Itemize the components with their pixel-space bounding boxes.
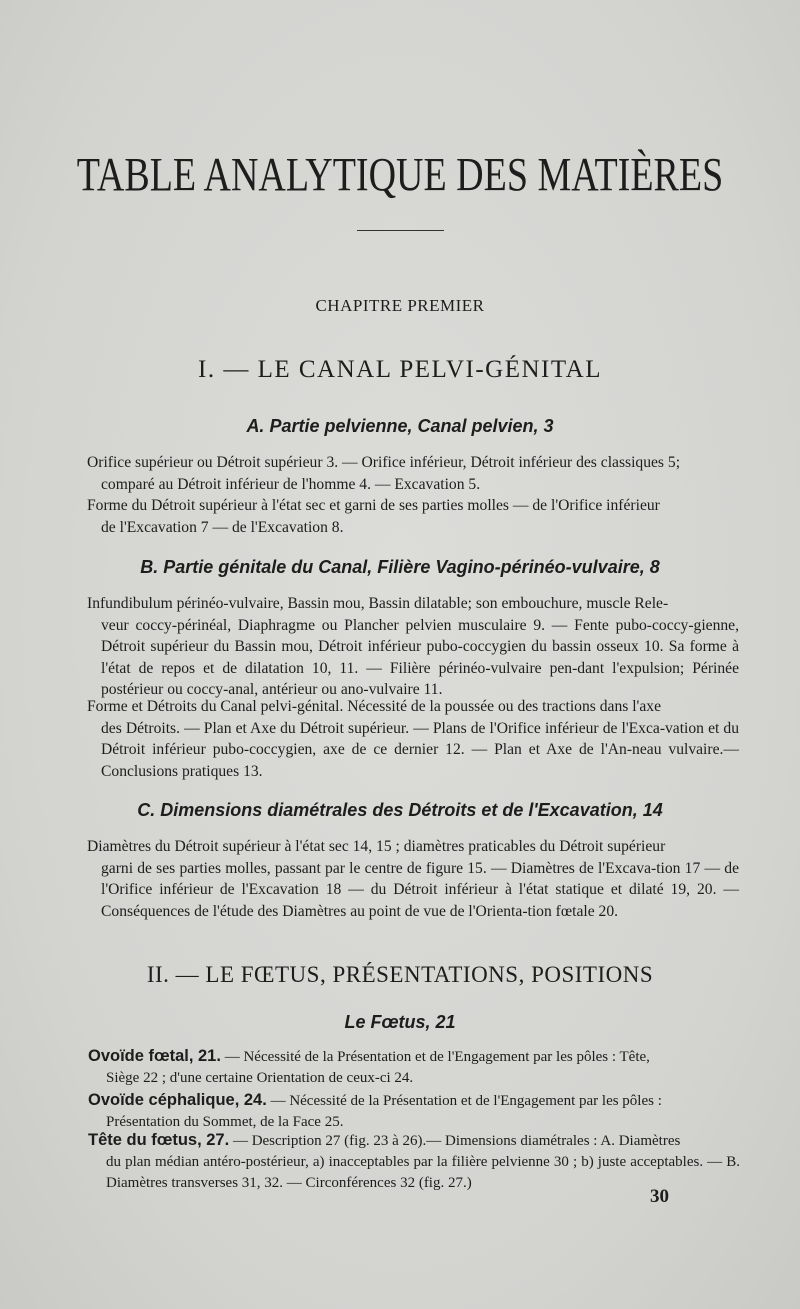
entry-tete-du-foetus [88,1130,740,1194]
paragraph-first-line: Forme et Détroits du Canal pelvi-génital. Nécessité de la poussée ou des tractions dans l'axe [87,698,661,715]
paragraph-first-line: Diamètres du Détroit supérieur à l'état sec 14, 15 ; diamètres praticables du Détroit supérieur [87,838,666,855]
section-1a-heading: A. Partie pelvienne, Canal pelvien, 3 [246,416,554,436]
entry-ovoide-cephalique [88,1090,740,1133]
paragraph-first-line: Forme du Détroit supérieur à l'état sec et garni de ses parties molles — de l'Orifice inférieur [87,497,660,514]
paragraph-first-line: Infundibulum périnéo-vulvaire, Bassin mou, Bassin dilatable; son embouchure, muscle Rele- [87,595,669,612]
section-1b-paragraph-1 [87,593,739,701]
chapter-label: CHAPITRE PREMIER [315,296,485,315]
paragraph-continuation: des Détroits. — Plan et Axe du Détroit supérieur. — Plans de l'Orifice inférieur de l'Exca-vation et du Détroit inférieur pubo-coccygien, axe de ce dernier 12. — Plan et Axe de l'An-neau vulvaire.— Conclusions pratiques 13. [101,719,739,780]
paragraph-continuation: comparé au Détroit inférieur de l'homme 4. — Excavation 5. [101,475,481,493]
section-1c-paragraph-1 [87,836,739,922]
entry-continuation: Présentation du Sommet, de la Face 25. [106,1114,344,1130]
paragraph-first-line: Orifice supérieur ou Détroit supérieur 3. — Orifice inférieur, Détroit inférieur des classiques 5; [87,454,681,471]
section-1a-paragraph-2 [87,495,739,538]
entry-continuation: du plan médian antéro-postérieur, a) inacceptables par la filière pelvienne 30 ; b) juste acceptables. — B. Diamètres transverses 31, 32. — Circonférences 32 (fig. 27.) [106,1154,740,1191]
section-1a-paragraph-1 [87,452,739,495]
entry-first-line: — Nécessité de la Présentation et de l'Engagement par les pôles : [270,1093,662,1109]
entry-ovoide-foetal [88,1046,740,1089]
entry-lead: Tête du fœtus, 27. [88,1131,230,1149]
entry-lead: Ovoïde céphalique, 24. [88,1091,267,1109]
paragraph-continuation: veur coccy-périnéal, Diaphragme ou Plancher pelvien musculaire 9. — Fente pubo-coccy-gienne, Détroit supérieur du Bassin mou, Détroit inférieur pubo-coccygien du bassin osseux 10. Sa forme à l'état de repos et de dilatation 10, 11. — Filière périnéo-vulvaire pen-dant l'expulsion; Périnée postérieur ou coccy-anal, antérieur ou ano-vulvaire 11. [101,616,739,698]
section-1b-heading: B. Partie génitale du Canal, Filière Vagino-périnéo-vulvaire, 8 [140,557,660,577]
section-1-heading: I. — LE CANAL PELVI-GÉNITAL [198,356,602,383]
page-number: 30 [650,1186,669,1207]
entry-lead: Ovoïde fœtal, 21. [88,1047,221,1065]
title-rule [357,230,444,231]
entry-first-line: — Description 27 (fig. 23 à 26).— Dimensions diamétrales : A. Diamètres [232,1133,681,1149]
section-1b-paragraph-2 [87,696,739,782]
page-title: TABLE ANALYTIQUE DES MATIÈRES [76,149,724,202]
entry-first-line: — Nécessité de la Présentation et de l'Engagement par les pôles : Tête, [224,1049,650,1065]
entry-continuation: Siège 22 ; d'une certaine Orientation de ceux-ci 24. [106,1070,414,1086]
section-2-subheading: Le Fœtus, 21 [344,1012,456,1032]
section-1c-heading: C. Dimensions diamétrales des Détroits et de l'Excavation, 14 [137,800,663,820]
paragraph-continuation: garni de ses parties molles, passant par le centre de figure 15. — Diamètres de l'Excava-tion 17 — de l'Orifice inférieur de l'Excavation 18 — du Détroit inférieur à l'état statique et dilaté 19, 20. — Conséquences de l'étude des Diamètres au point de vue de l'Orienta-tion fœtale 20. [101,859,739,920]
paragraph-continuation: de l'Excavation 7 — de l'Excavation 8. [101,518,344,536]
section-2-heading: II. — LE FŒTUS, PRÉSENTATIONS, POSITIONS [146,962,654,987]
